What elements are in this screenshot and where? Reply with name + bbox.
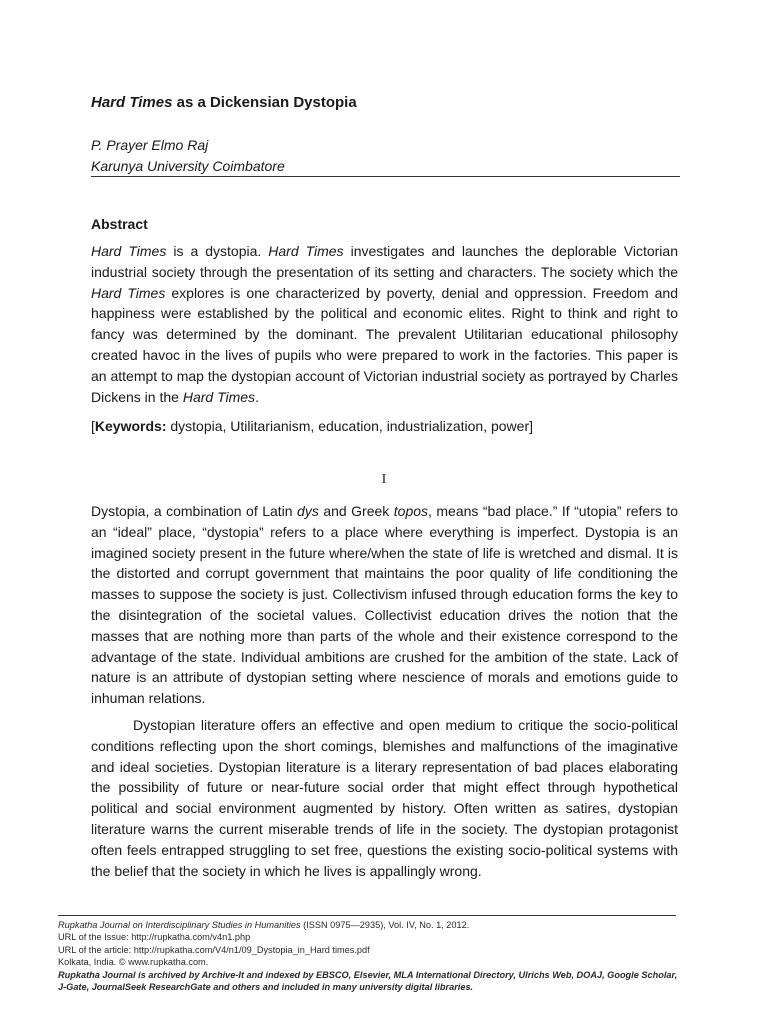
author-affiliation: Karunya University Coimbatore bbox=[91, 158, 285, 174]
footer-journal-name: Rupkatha Journal on Interdisciplinary Studies in Humanities bbox=[58, 920, 301, 930]
abstract-segment: Hard Times bbox=[91, 284, 166, 301]
body-segment: dys bbox=[297, 503, 319, 519]
abstract-segment: investigates and launches the deplorable Victorian industrial society through the presentation of its setting and characters. The society which the bbox=[91, 243, 678, 280]
author-name: P. Prayer Elmo Raj bbox=[91, 137, 209, 153]
footer bbox=[58, 919, 678, 993]
body-paragraph-1 bbox=[91, 501, 678, 709]
keywords-open-bracket: [ bbox=[91, 418, 95, 434]
footer-location: Kolkata, India. © www.rupkatha.com. bbox=[58, 957, 209, 968]
footer-issue-url[interactable]: URL of the Issue: http://rupkatha.com/v4n1.php bbox=[58, 932, 251, 943]
section-number: I bbox=[381, 472, 387, 487]
abstract-segment: is a dystopia. bbox=[166, 243, 269, 259]
footer-journal-details: (ISSN 0975—2935), Vol. IV, No. 1, 2012. bbox=[300, 920, 470, 930]
body-segment: topos bbox=[393, 503, 429, 519]
footer-article-url[interactable]: URL of the article: http://rupkatha.com/V4/n1/09_Dystopia_in_Hard times.pdf bbox=[58, 944, 370, 955]
paper-title-italic: Hard Times bbox=[91, 94, 173, 111]
abstract-segment: Hard Times bbox=[182, 388, 256, 405]
body-segment: Dystopia, a combination of Latin bbox=[91, 503, 298, 519]
abstract-segment: . bbox=[255, 388, 259, 405]
body-segment: and Greek bbox=[318, 503, 394, 519]
abstract-segment: explores is one characterized by poverty, denial and oppression. Freedom and happiness were established by the political and economic elites. Right to think and right to fancy was determined by the dominant. The prevalent Utilitarian educational philosophy created havoc in the lives of pupils who were prepared to work in the factories. This paper is an attempt to map the dystopian account of Victorian industrial society as portrayed by Charles Dickens in the bbox=[91, 284, 678, 405]
abstract-segment: Hard Times bbox=[91, 243, 167, 259]
abstract-body bbox=[91, 241, 678, 407]
keywords-list: dystopia, Utilitarianism, education, industrialization, power] bbox=[166, 418, 533, 434]
paper-title-rest: as a Dickensian Dystopia bbox=[172, 94, 357, 111]
footer-divider bbox=[58, 915, 676, 916]
keywords-colon: : bbox=[161, 418, 167, 434]
abstract-segment: Hard Times bbox=[268, 243, 344, 259]
body-segment: , means “bad place.” If “utopia” refers to an “ideal” place, “dystopia” refers to a place where everything is imperfect. Dystopia is an imagined society present in the future where/when the state of life is wretched and dismal. It is the distorted and corrupt government that maintains the poor quality of life conditioning the masses to suppose the society is just. Collectivism infused through education forms the key to the disintegration of the societal values. Collectivist education drives the notion that the masses that are nothing more than parts of the whole and their existence correspond to the advantage of the state. Individual ambitions are crushed for the ambition of the state. Lack of nature is an attribute of dystopian setting where nescience of morals and emotions guide to inhuman relations. bbox=[91, 503, 679, 707]
author-block bbox=[91, 135, 285, 177]
keywords-label: Keywords bbox=[94, 418, 162, 434]
header-divider bbox=[91, 176, 680, 177]
paper-title bbox=[91, 94, 357, 111]
keywords-line bbox=[91, 416, 678, 437]
footer-archive-note: Rupkatha Journal is archived by Archive-It and indexed by EBSCO, Elsevier, MLA International Directory, Ulrichs Web, DOAJ, Google Scholar, J-Gate, JournalSeek ResearchGate and others and included in many university digital libraries. bbox=[58, 969, 678, 993]
body-paragraph-2: Dystopian literature offers an effective and open medium to critique the socio-political conditions reflecting upon the short comings, blemishes and malfunctions of the imaginative and ideal societies. Dystopian literature is a literary representation of bad places elaborating the possibility of future or near-future social order that might effect through hypothetical political and social environment augmented by history. Often written as satires, dystopian literature warns the current miserable trends of life in the society. The dystopian protagonist often feels entrapped struggling to set free, questions the existing socio-political systems with the belief that the society in which he lives is appallingly wrong. bbox=[91, 717, 678, 879]
abstract-heading: Abstract bbox=[91, 216, 148, 232]
footer-journal-line bbox=[58, 919, 678, 931]
